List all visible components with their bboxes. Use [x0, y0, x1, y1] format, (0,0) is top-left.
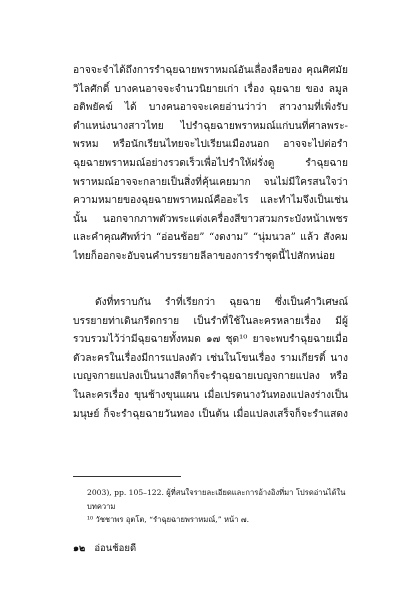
- footnote-1-line-1: 2003), pp. 105–122. ผู้ที่สนใจรายละเอียดและการอ้างอิงที่มา โปรดอ่านได้ใน: [87, 488, 346, 497]
- text-line: วิไลศักดิ์ บางคนอาจจะจำนวนิยายเก่า เรื่อง ฉุยฉาย ของ ลมูล: [73, 83, 348, 95]
- text-line: ความหมายของฉุยฉายพราหมณ์คืออะไร และทำไมจึงเป็นเช่น: [73, 195, 348, 207]
- text-line: ไทยก็ออกจะอับจนคำบรรยายลีลาของการรำชุดนี้ไปสักหน่อย: [73, 250, 335, 262]
- text-line: ตำแหน่งนางสาวไทย ไปรำฉุยฉายพราหมณ์แก่บนที่ศาลพระ-: [73, 120, 348, 132]
- footnote-divider: [73, 476, 181, 477]
- text-line: ในละครเรื่อง ขุนช้างขุนแผน เมื่อเปรตนางวันทองแปลงร่างเป็น: [73, 389, 348, 401]
- text-line: ดังที่ทราบกัน รำที่เรียกว่า ฉุยฉาย ซึ่งเป็นคำวิเศษณ์: [95, 297, 348, 308]
- text-line: มนุษย์ ก็จะรำฉุยฉายวันทอง เป็นต้น เมื่อแปลงเสร็จก็จะรำแสดง: [73, 408, 348, 420]
- text-line: ฉุยฉายพราหมณ์อย่างรวดเร็วเพื่อไปรำให้ฝรั่งดู รำฉุยฉาย: [73, 157, 348, 169]
- text-line: เบญจกายแปลงเป็นนางสีดาก็จะรำฉุยฉายเบญจกายแปลง หรือ: [73, 371, 348, 383]
- footnote-2: ¹⁰ วัชชาพร อุตโต, “รำฉุยฉายพราหมณ์,” หน้า ๗.: [87, 515, 250, 524]
- footnotes: [73, 486, 348, 527]
- text-line: และคำคุณศัพท์ว่า “อ่อนช้อย” “งดงาม” “นุ่มนวล” แล้ว สังคม: [73, 232, 348, 244]
- text-line: อาจจะจำได้ถึงการรำฉุยฉายพราหมณ์อันเลื่องลือของ คุณศิศมัย: [73, 65, 348, 76]
- page-footer: [73, 542, 136, 556]
- text-line: อติพยัคฆ์ ได้ บางคนอาจจะเคยอ่านว่าว่า สาวงามที่เพิ่งรับ: [73, 102, 348, 114]
- text-line: ตัวละครในเรื่องมีการแปลงตัว เช่นในโขนเรื่อง รามเกียรติ์ นาง: [73, 352, 348, 364]
- running-title: อ่อนช้อยดี: [94, 543, 137, 554]
- footnote-1-line-2: บทความ: [87, 501, 116, 511]
- paragraph-1: [73, 62, 348, 267]
- text-line: พรหม หรือนักเรียนไทยจะไปเรียนเมืองนอก อาจจะไปต่อรำ: [73, 139, 348, 151]
- text-line: นั้น นอกจากภาพตัวพระแต่งเครื่องสีขาวสวมกระบังหน้าเพชร: [73, 213, 348, 225]
- paragraph-2: [73, 294, 348, 424]
- text-line: รวบรวมไว้ว่ามีฉุยฉายทั้งหมด ๑๗ ชุด¹⁰ ยาจะพบรำฉุยฉายเมื่อ: [73, 334, 348, 346]
- page-number: ๑๒: [73, 543, 86, 554]
- text-line: บรรยายท่าเดินกรีดกราย เป็นรำที่ใช้ในละครหลายเรื่อง มีผู้: [73, 315, 348, 327]
- text-line: พราหมณ์อาจจะกลายเป็นสิ่งที่คุ้นเคยมาก จนไม่มีใครสนใจว่า: [73, 176, 348, 188]
